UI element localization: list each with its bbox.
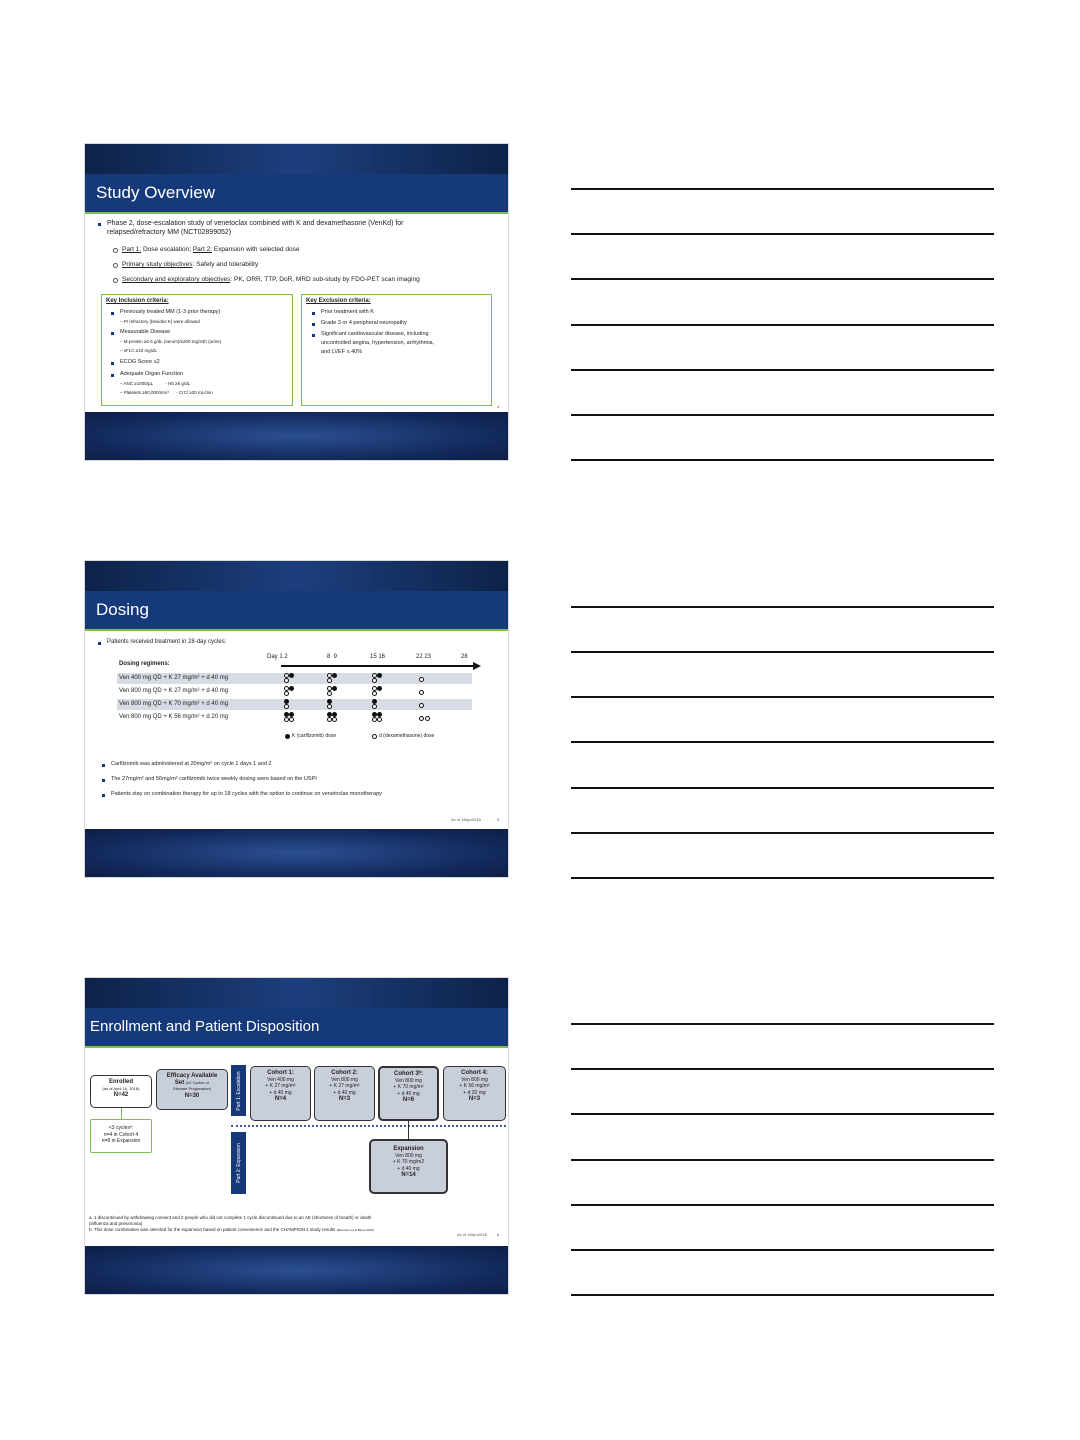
d-dose-marker [419,677,424,682]
d-dose-marker [372,691,377,696]
slide-title-bar [85,174,508,214]
d-dose-marker [419,690,424,695]
dosing-row: Ven 400 mg QD + K 27 mg/m² + d 40 mg [117,673,472,684]
note-line [571,1113,994,1115]
inclusion-item: – sFLC ≥10 mg/dL [120,348,157,353]
note-line [571,278,994,280]
legend-k-marker [285,734,290,739]
d-dose-marker [419,716,424,721]
cohort-1-box: Cohort 1: Ven 400 mg + K 27 mg/m² + d 40 mg N=4 [250,1066,311,1121]
footnote-a: a. 1 discontinued by withdrawing consent and 2 people who did not complete 1 cycle discontinued due to an AE (shortness of breath) or death [89,1215,372,1220]
k-dose-marker [332,673,337,678]
note-line [571,369,994,371]
exclusion-criteria-box [301,294,492,406]
exclusion-item: uncontrolled angina, hypertension, arrhythmia, [321,340,435,346]
cohort-3-box: Cohort 3ᵇ: Ven 800 mg + K 70 mg/m² + d 40 mg N=6 [378,1066,439,1121]
bullet: Patients received treatment in 28-day cycles: [107,639,227,645]
exclusion-item: Significant cardiovascular disease, including [321,331,429,337]
d-dose-marker [327,691,332,696]
note-line [571,1023,994,1025]
inclusion-heading: Key Inclusion criteria: [106,298,169,304]
slide-top-band [85,978,508,1008]
d-dose-marker [327,678,332,683]
expansion-box: Expansion Ven 800 mg + K 70 mg/m2 + d 40 mg N=14 [369,1139,448,1194]
d-dose-marker [425,716,430,721]
bullet-cont: relapsed/refractory MM (NCT02899052) [107,229,232,236]
as-of-date: As of 16Apr2018 [451,817,481,822]
part2-expansion-label: Part 2: Expansion [231,1132,246,1194]
day-label: 22 23 [416,654,432,660]
dosing-row: Ven 800 mg QD + K 56 mg/m² + d 20 mg [119,714,229,720]
note-line [571,414,994,416]
note-bullet: Patients stay on combination therapy for up to 18 cycles with the option to continue on venetoclax monotherapy [111,791,382,797]
note-line [571,324,994,326]
dosing-row: Ven 800 mg QD + K 27 mg/m² + d 40 mg [119,688,229,694]
inclusion-item: – PI refractory (besides K) were allowed [120,319,200,324]
page-number: 6 [497,1232,500,1237]
slide-bottom-band [85,1246,508,1294]
exclusion-item: Grade 3 or 4 peripheral neuropathy [321,320,407,326]
note-line [571,233,994,235]
exclusion-heading: Key Exclusion criteria: [306,298,371,304]
day-label: 28 [461,654,468,660]
inclusion-item: – Platelets ≥50,000/mm³ - CrCl ≥30 mL/min [120,390,213,395]
day-label: 8 9 [327,654,338,660]
d-dose-marker [332,717,337,722]
inclusion-item: – ANC ≥1000/µL - Hb ≥8 g/dL [120,381,191,386]
dosing-regimens-label: Dosing regimens: [119,661,170,667]
slide-title-bar [85,591,508,631]
less-than-3-cycles-box: <3 cyclesª: n=4 in Cohort 4 n=8 in Expansion [90,1119,152,1153]
note-line [571,651,994,653]
slide-title: Enrollment and Patient Disposition [90,1018,320,1035]
inclusion-item: ECOG Score ≤2 [120,359,160,365]
legend-d-marker [372,734,377,739]
efficacy-set-box: Efficacy Available Set (≥3 Cycles or Disease Progression) N=30 [156,1069,228,1110]
slide-bottom-band [85,829,508,877]
as-of-date: As of 16Apr2018 [457,1232,487,1237]
note-line [571,1204,994,1206]
inclusion-item: Measurable Disease [120,329,171,335]
dosing-row: Ven 800 mg QD + K 70 mg/m² + d 40 mg [117,699,472,710]
note-line [571,1068,994,1070]
d-dose-marker [284,704,289,709]
cohort-2-box: Cohort 2: Ven 800 mg + K 27 mg/m² + d 40 mg N=3 [314,1066,375,1121]
sub-bullet-primary: Primary study objectives: Safety and tolerability [122,261,259,268]
d-dose-marker [377,717,382,722]
k-dose-marker [332,686,337,691]
part1-escalation-label: Part 1: Escalation [231,1065,246,1116]
connector [121,1108,122,1119]
note-line [571,459,994,461]
inclusion-item: Adequate Organ Function [120,371,183,377]
note-line [571,188,994,190]
bullet: Phase 2, dose-escalation study of venetoclax combined with K and dexamethasone (VenKd) for [107,220,404,227]
slide-title-bar [85,1008,508,1048]
k-dose-marker [289,673,294,678]
d-dose-marker [284,678,289,683]
exclusion-item: and LVEF ≤ 40% [321,349,363,355]
day-label: 15 16 [370,654,386,660]
note-line [571,787,994,789]
d-dose-marker [284,691,289,696]
footnote-b: b. This dose combination was selected for the expansion based on patient convenience and the CHAMPION-1 study results (Berenson et al Blood 2016) [89,1227,374,1232]
note-line [571,1159,994,1161]
note-bullet: Carfilzomib was administered at 20mg/m² on cycle 1 days 1 and 2 [111,761,272,767]
sub-bullet-secondary: Secondary and exploratory objectives: PK, ORR, TTP, DoR, MRD sub-study by FDG-PET scan imaging [122,276,420,283]
note-line [571,832,994,834]
inclusion-criteria-box [101,294,293,406]
slide-top-band [85,561,508,591]
slide-enrollment-disposition [85,978,508,1294]
note-line [571,1294,994,1296]
legend-k-label: K (carfilzomib) dose [292,733,337,739]
connector [408,1121,409,1139]
d-dose-marker [289,717,294,722]
legend-d-label: d (dexamethasone) dose [379,733,435,739]
slide-study-overview [85,144,508,460]
d-dose-marker [372,704,377,709]
page-number: 4 [497,404,500,409]
sub-bullet-parts: Part 1: Dose escalation; Part 2: Expansion with selected dose [122,246,300,253]
note-line [571,1249,994,1251]
d-dose-marker [419,703,424,708]
slide-bottom-band [85,412,508,460]
cohort-4-box: Cohort 4: Ven 800 mg + K 56 mg/m² + d 20 mg N=3 [443,1066,506,1121]
slide-title: Study Overview [96,183,216,202]
note-bullet: The 27mg/m² and 56mg/m² carfilzomib twice weekly dosing were based on the USPI [111,776,317,782]
d-dose-marker [372,678,377,683]
page-number: 5 [497,817,500,822]
part-separator [231,1125,506,1127]
note-line [571,877,994,879]
inclusion-item: – M-protein ≥0.5 g/dL (serum)/≥200 mg/24h (urine) [120,339,222,344]
k-dose-marker [289,686,294,691]
d-dose-marker [327,704,332,709]
note-line [571,696,994,698]
k-dose-marker [377,686,382,691]
note-line [571,741,994,743]
day-label: Day 1 2 [267,654,288,660]
slide-top-band [85,144,508,174]
inclusion-item: Previously treated MM (1-3 prior therapy) [120,309,221,315]
footnote-a-cont: (influenza and pneumonia) [89,1221,143,1226]
slide-title: Dosing [96,600,149,619]
exclusion-item: Prior treatment with K [321,309,374,315]
slide-dosing [85,561,508,877]
enrolled-box: Enrolled (as of April 16, 2018) N=42 [90,1075,152,1108]
k-dose-marker [377,673,382,678]
note-line [571,606,994,608]
timeline-arrow [281,662,481,670]
